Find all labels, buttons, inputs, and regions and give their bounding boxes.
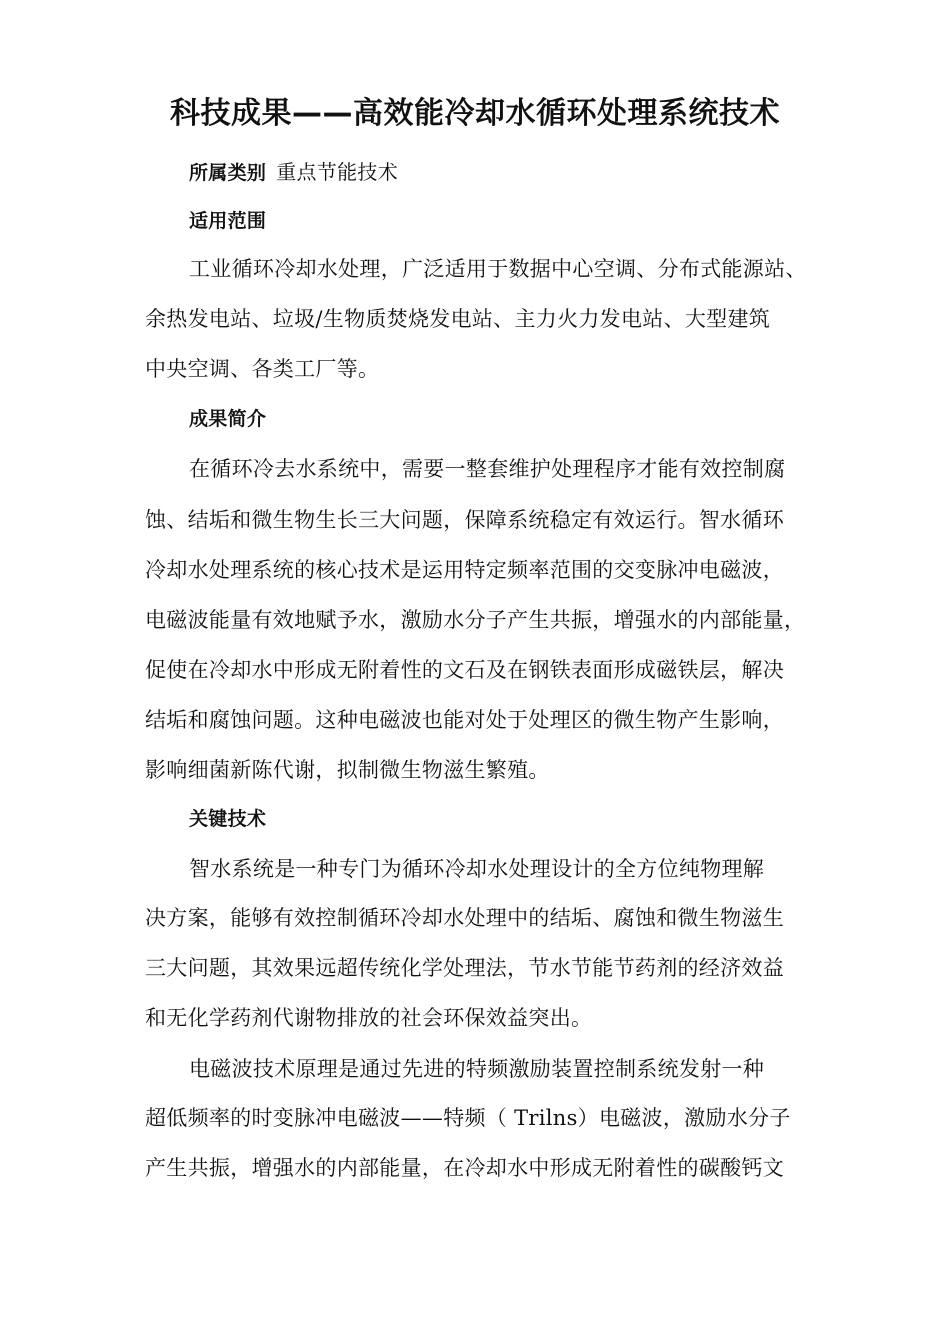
category-row <box>189 154 859 191</box>
key-para1-line: 决方案，能够有效控制循环冷却水处理中的结垢、腐蚀和微生物滋生 <box>145 906 784 930</box>
summary-line: 冷却水处理系统的核心技术是运用特定频率范围的交变脉冲电磁波， <box>145 558 784 582</box>
summary-line: 在循环冷去水系统中，需要一整套维护处理程序才能有效控制腐 <box>189 457 786 481</box>
scope-line: 余热发电站、垃圾/生物质焚烧发电站、主力火力发电站、大型建筑 <box>145 307 771 331</box>
key-para2-line: 超低频率的时变脉冲电磁波——特频（ Trilns）电磁波，激励水分子 <box>145 1106 791 1130</box>
summary-line: 结垢和腐蚀问题。这种电磁波也能对处于处理区的微生物产生影响， <box>145 708 784 732</box>
scope-heading: 适用范围 <box>189 210 267 232</box>
key-para2-line: 产生共振，增强水的内部能量，在冷却水中形成无附着性的碳酸钙文 <box>145 1156 784 1180</box>
summary-line: 蚀、结垢和微生物生长三大问题，保障系统稳定有效运行。智水循环 <box>145 508 784 532</box>
key-para1-line: 和无化学药剂代谢物排放的社会环保效益突出。 <box>145 1006 593 1030</box>
summary-heading: 成果简介 <box>189 408 267 430</box>
summary-line: 影响细菌新陈代谢，拟制微生物滋生繁殖。 <box>145 758 550 782</box>
key-heading: 关键技术 <box>189 808 267 830</box>
category-label: 所属类别 <box>189 162 267 184</box>
scope-line: 中央空调、各类工厂等。 <box>145 357 380 381</box>
summary-line: 电磁波能量有效地赋予水，激励水分子产生共振，增强水的内部能量， <box>145 608 806 632</box>
summary-line: 促使在冷却水中形成无附着性的文石及在钢铁表面形成磁铁层，解决 <box>145 658 784 682</box>
key-para1-line: 三大问题，其效果远超传统化学处理法，节水节能节药剂的经济效益 <box>145 956 784 980</box>
scope-line: 工业循环冷却水处理，广泛适用于数据中心空调、分布式能源站、 <box>189 257 807 281</box>
key-para1-line: 智水系统是一种专门为循环冷却水处理设计的全方位纯物理解 <box>189 857 765 881</box>
category-value: 重点节能技术 <box>276 160 399 184</box>
key-para2-line: 电磁波技术原理是通过先进的特频激励装置控制系统发射一种 <box>189 1057 765 1081</box>
document-title: 科技成果——高效能冷却水循环处理系统技术 <box>170 96 780 131</box>
